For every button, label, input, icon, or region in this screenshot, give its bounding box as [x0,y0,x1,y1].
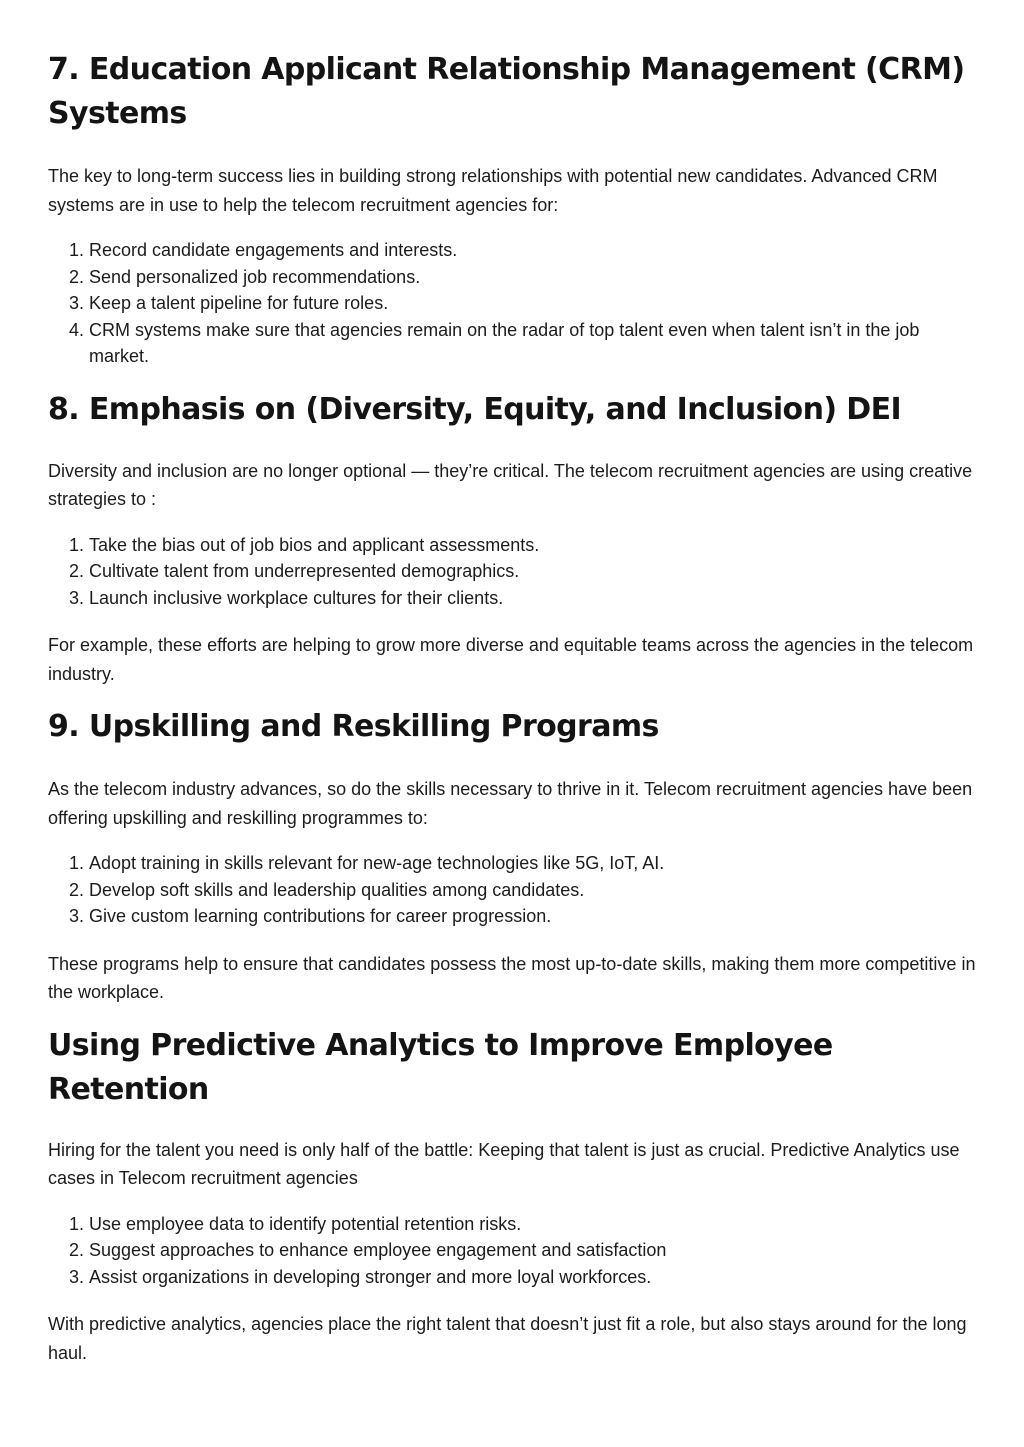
section-intro-upskilling: As the telecom industry advances, so do the skills necessary to thrive in it. Telecom recruitment agencies have been offering upskilling and reskilling programmes to: [48,779,973,828]
list-item: 1. Adopt training in skills relevant for new-age technologies like 5G, IoT, AI. [89,850,978,877]
numbered-list-dei [48,532,978,612]
list-item: 2. Cultivate talent from underrepresented demographics. [89,558,978,585]
list-item: 1. Record candidate engagements and interests. [89,237,978,264]
list-item: 4. CRM systems make sure that agencies remain on the radar of top talent even when talent isn’t in the job market. [89,317,978,370]
list-item: 2. Send personalized job recommendations. [89,264,978,291]
numbered-list-predictive-analytics [48,1211,978,1291]
numbered-list-crm [48,237,978,370]
list-item: 2. Develop soft skills and leadership qualities among candidates. [89,877,978,904]
numbered-list-upskilling [48,850,978,930]
section-heading-dei: 8. Emphasis on (Diversity, Equity, and Inclusion) DEI [48,391,902,427]
section-intro-dei: Diversity and inclusion are no longer optional — they’re critical. The telecom recruitment agencies are using creative strategies to : [48,460,973,509]
list-item: 3. Launch inclusive workplace cultures for their clients. [89,585,978,612]
section-heading-crm: 7. Education Applicant Relationship Management (CRM) Systems [48,52,965,131]
section-outro-predictive-analytics: With predictive analytics, agencies place the right talent that doesn’t just fit a role, but also stays around for the long haul. [48,1314,967,1363]
section-intro-crm: The key to long-term success lies in building strong relationships with potential new candidates. Advanced CRM systems are in use to help the telecom recruitment agencies for: [48,166,938,215]
list-item: 1. Use employee data to identify potential retention risks. [89,1211,978,1238]
section-heading-upskilling: 9. Upskilling and Reskilling Programs [48,709,659,744]
section-outro-dei: For example, these efforts are helping to grow more diverse and equitable teams across the agencies in the telecom industry. [48,635,974,684]
list-item: 3. Keep a talent pipeline for future roles. [89,290,978,317]
section-heading-predictive-analytics: Using Predictive Analytics to Improve Employee Retention [48,1027,833,1107]
section-intro-predictive-analytics: Hiring for the talent you need is only half of the battle: Keeping that talent is just as crucial. Predictive Analytics use cases in Telecom recruitment agencies [48,1139,960,1188]
list-item: 1. Take the bias out of job bios and applicant assessments. [89,532,978,559]
list-item: 2. Suggest approaches to enhance employee engagement and satisfaction [89,1237,978,1264]
article-content [48,0,978,1367]
list-item: 3. Give custom learning contributions for career progression. [89,903,978,930]
list-item: 3. Assist organizations in developing stronger and more loyal workforces. [89,1264,978,1291]
section-outro-upskilling: These programs help to ensure that candidates possess the most up-to-date skills, making them more competitive in the workplace. [48,953,976,1002]
